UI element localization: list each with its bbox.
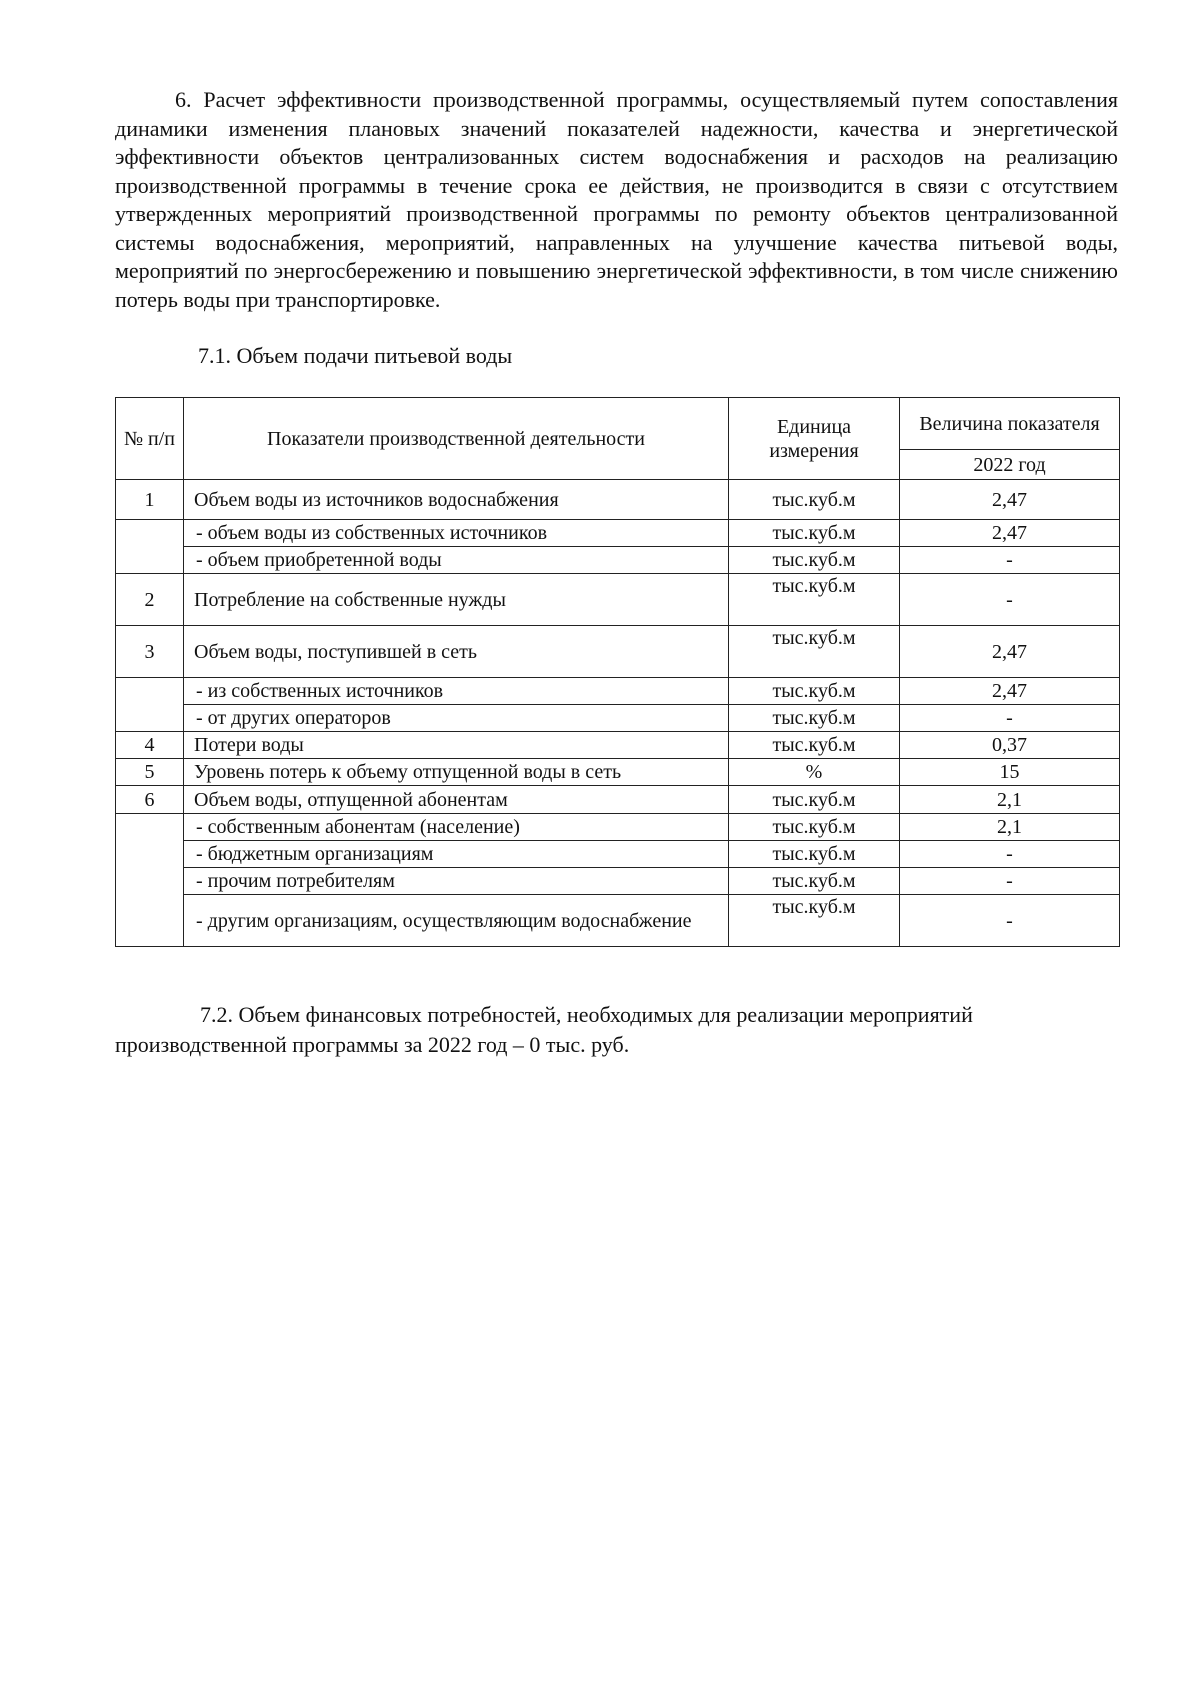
row-label: Потери воды — [184, 732, 729, 759]
table-row — [116, 732, 1120, 759]
row-num: 5 — [116, 759, 184, 786]
water-supply-table — [115, 397, 1120, 947]
row-unit: тыс.куб.м — [729, 705, 900, 732]
row-num: 2 — [116, 574, 184, 626]
row-num — [116, 678, 184, 732]
row-unit: тыс.куб.м — [729, 520, 900, 547]
row-unit: тыс.куб.м — [729, 814, 900, 841]
row-value: - — [900, 895, 1120, 947]
header-value: Величина показателя — [900, 398, 1120, 450]
table-row — [116, 626, 1120, 678]
row-unit: тыс.куб.м — [729, 547, 900, 574]
row-unit: тыс.куб.м — [729, 480, 900, 520]
table-row — [116, 705, 1120, 732]
row-value: 2,1 — [900, 786, 1120, 814]
table-row — [116, 480, 1120, 520]
row-label: Уровень потерь к объему отпущенной воды в сеть — [184, 759, 729, 786]
header-indicator: Показатели производственной деятельности — [184, 398, 729, 480]
row-num: 4 — [116, 732, 184, 759]
table-row — [116, 895, 1120, 947]
row-label: - объем воды из собственных источников — [184, 520, 729, 547]
row-value: - — [900, 868, 1120, 895]
row-label: - из собственных источников — [184, 678, 729, 705]
header-unit: Единица измерения — [729, 398, 900, 480]
row-unit: тыс.куб.м — [729, 626, 900, 678]
row-num: 1 — [116, 480, 184, 520]
paragraph-7-2: 7.2. Объем финансовых потребностей, необходимых для реализации мероприятий производственной программы за 2022 год – 0 тыс. руб. — [115, 1002, 973, 1057]
table-row — [116, 678, 1120, 705]
row-value: 15 — [900, 759, 1120, 786]
row-label: - другим организациям, осуществляющим водоснабжение — [184, 895, 729, 947]
header-num: № п/п — [116, 398, 184, 480]
row-value: 0,37 — [900, 732, 1120, 759]
row-value: 2,47 — [900, 480, 1120, 520]
paragraph-6: 6. Расчет эффективности производственной программы, осуществляемый путем сопоставления динамики изменения плановых значений показателей надежности, качества и энергетической эффективности объектов централизованных систем водоснабжения и расходов на реализацию производственной программы в течение срока ее действия, не производится в связи с отсутствием утвержденных мероприятий производственной программы по ремонту объектов централизованной системы водоснабжения, мероприятий, направленных на улучшение качества питьевой воды, мероприятий по энергосбережению и повышению энергетической эффективности, в том числе снижению потерь воды при транспортировке. — [115, 87, 1118, 312]
row-unit: тыс.куб.м — [729, 678, 900, 705]
row-value: 2,1 — [900, 814, 1120, 841]
row-label: Потребление на собственные нужды — [184, 574, 729, 626]
table-row — [116, 868, 1120, 895]
table-row — [116, 520, 1120, 547]
row-num — [116, 520, 184, 574]
table-row — [116, 786, 1120, 814]
row-label: - объем приобретенной воды — [184, 547, 729, 574]
table-row — [116, 759, 1120, 786]
row-label: Объем воды из источников водоснабжения — [184, 480, 729, 520]
row-label: Объем воды, поступившей в сеть — [184, 626, 729, 678]
row-num: 6 — [116, 786, 184, 814]
row-unit: тыс.куб.м — [729, 841, 900, 868]
row-label: - от других операторов — [184, 705, 729, 732]
row-value: 2,47 — [900, 626, 1120, 678]
table-row — [116, 814, 1120, 841]
table-row — [116, 841, 1120, 868]
row-label: Объем воды, отпущенной абонентам — [184, 786, 729, 814]
section-heading-7-1: 7.1. Объем подачи питьевой воды — [198, 343, 513, 368]
row-value: 2,47 — [900, 520, 1120, 547]
header-year: 2022 год — [900, 450, 1120, 480]
row-unit: тыс.куб.м — [729, 868, 900, 895]
row-unit: тыс.куб.м — [729, 895, 900, 947]
table-row — [116, 574, 1120, 626]
row-label: - прочим потребителям — [184, 868, 729, 895]
row-unit: тыс.куб.м — [729, 732, 900, 759]
row-value: - — [900, 574, 1120, 626]
row-value: - — [900, 547, 1120, 574]
row-value: - — [900, 705, 1120, 732]
row-num: 3 — [116, 626, 184, 678]
row-num — [116, 814, 184, 947]
row-unit: тыс.куб.м — [729, 786, 900, 814]
row-value: - — [900, 841, 1120, 868]
table-row — [116, 547, 1120, 574]
row-unit: % — [729, 759, 900, 786]
row-label: - бюджетным организациям — [184, 841, 729, 868]
row-label: - собственным абонентам (население) — [184, 814, 729, 841]
row-value: 2,47 — [900, 678, 1120, 705]
row-unit: тыс.куб.м — [729, 574, 900, 626]
